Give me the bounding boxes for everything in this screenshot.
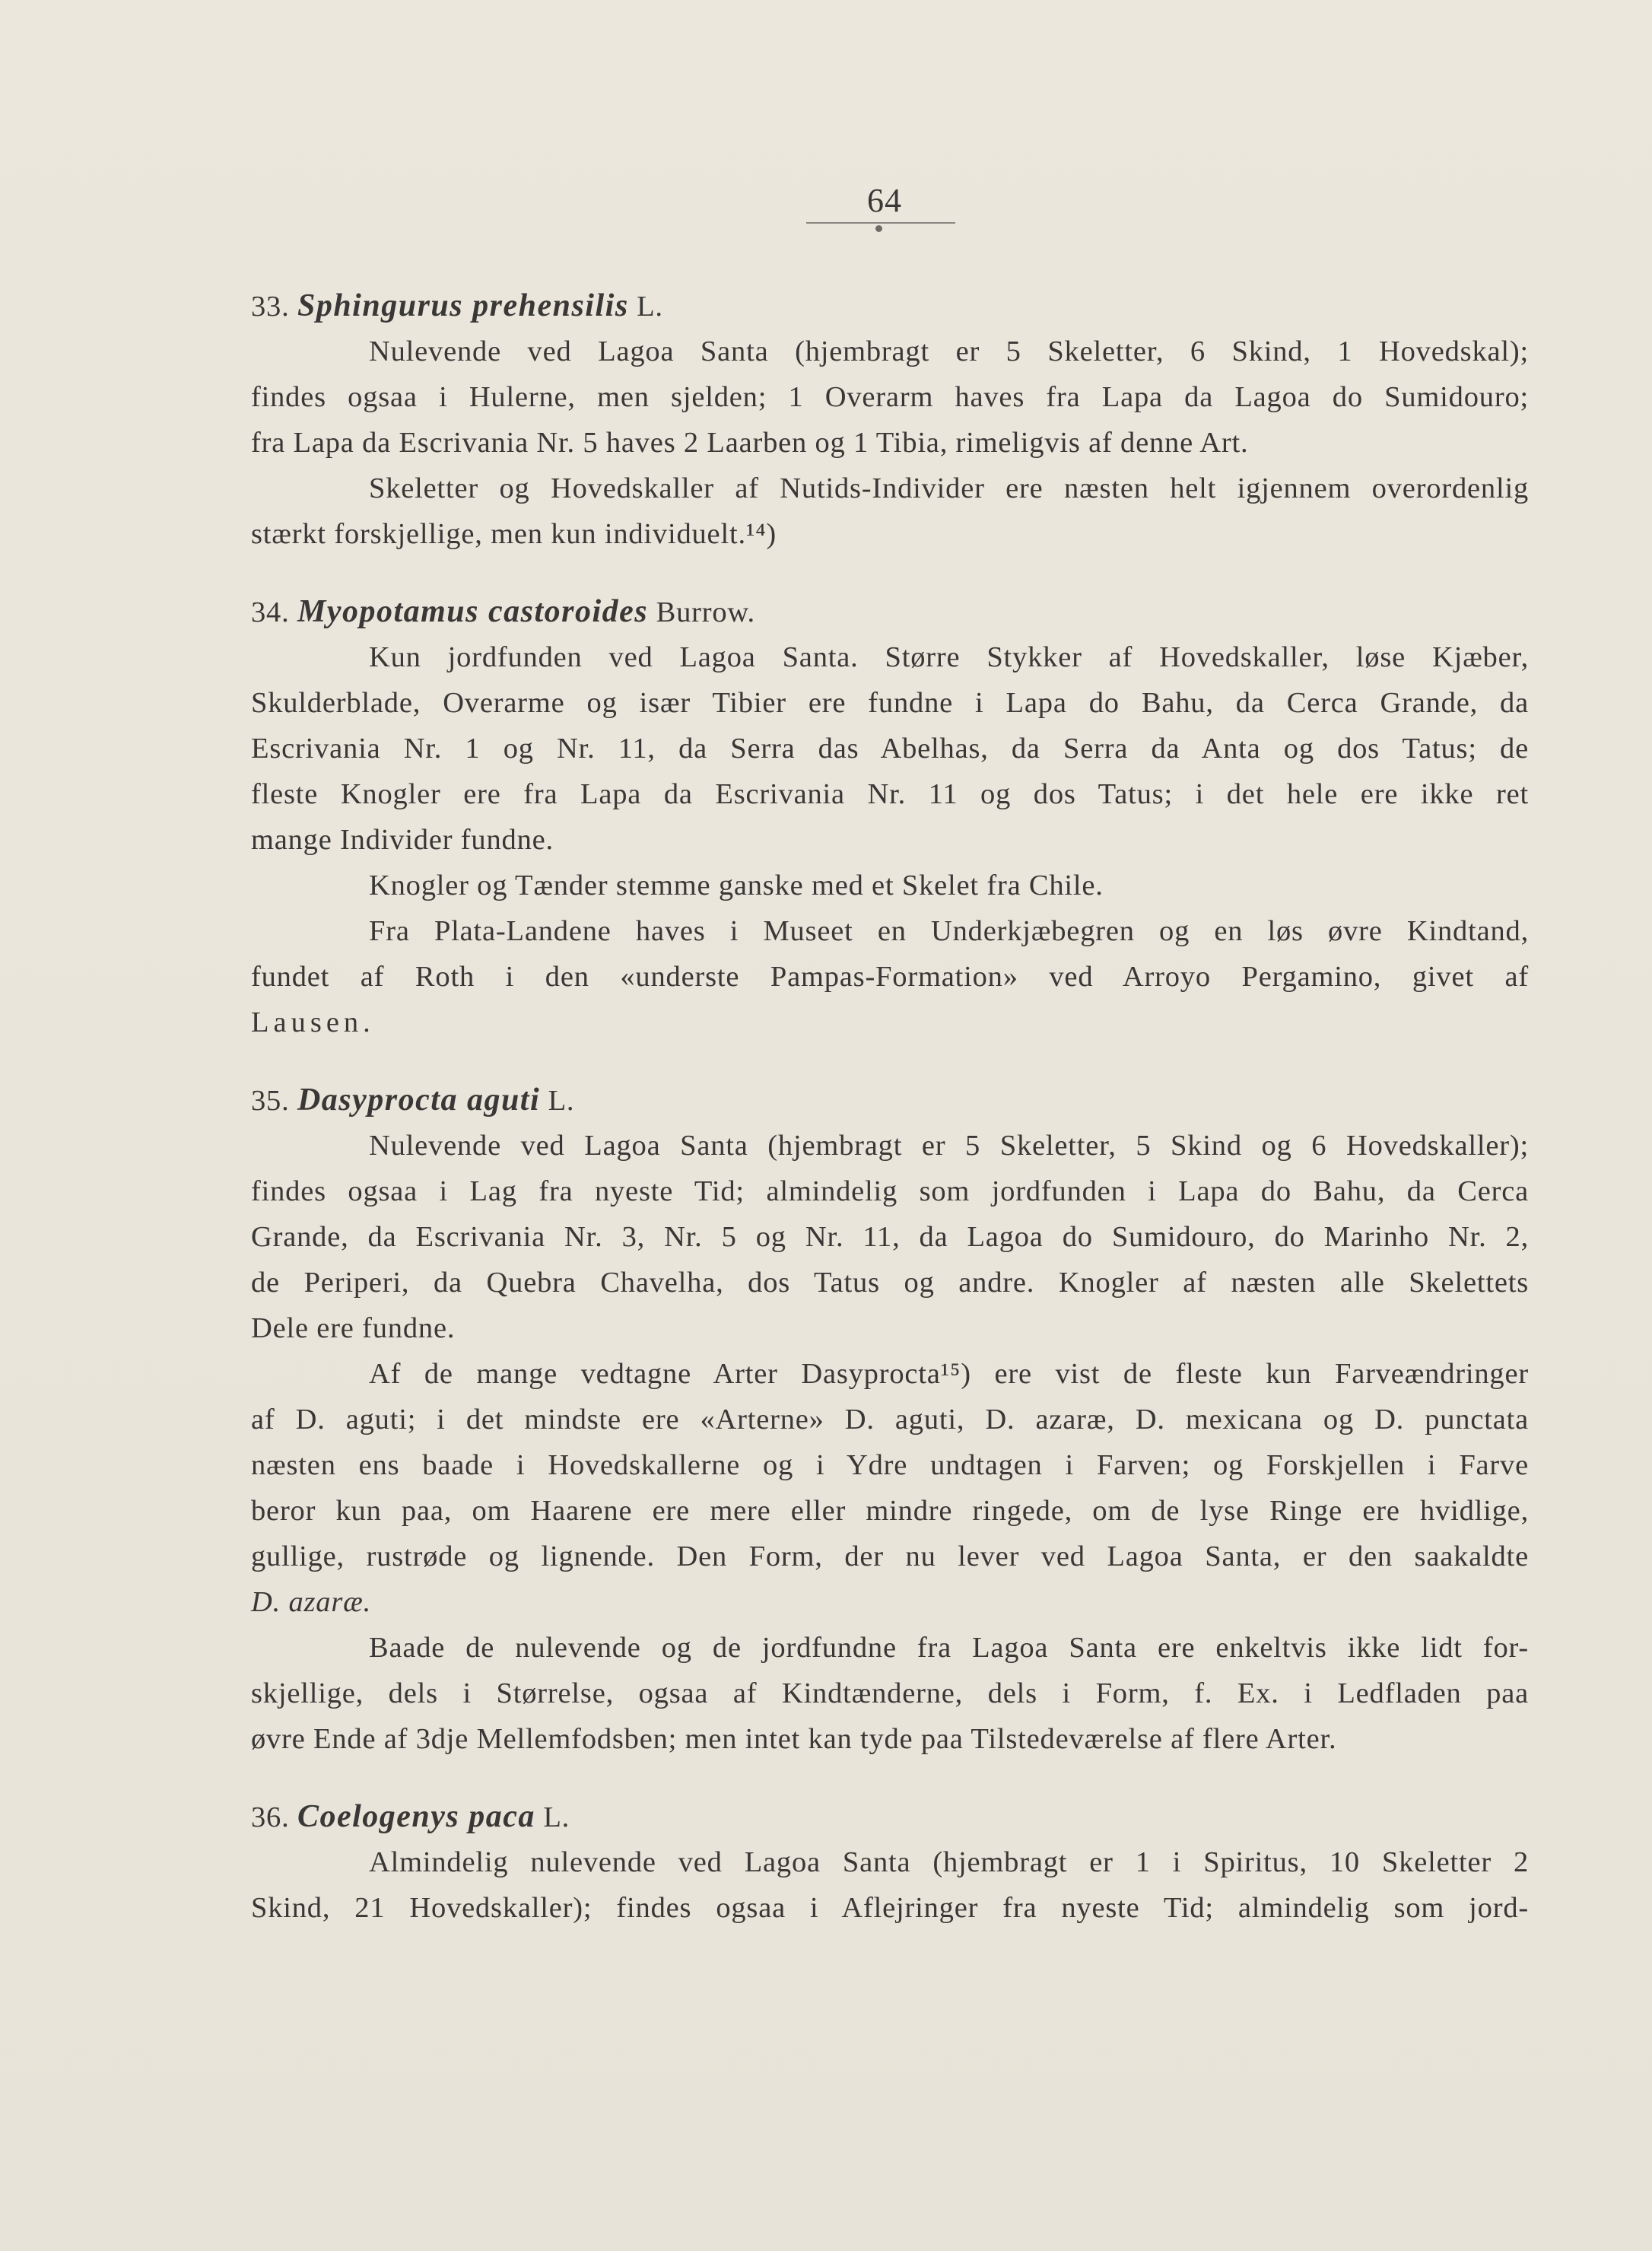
text-line: næsten ens baade i Hovedskallerne og i Ydre undtagen i Farven; og Forskjellen i Farve xyxy=(251,1449,1529,1481)
species-name: Coelogenys paca xyxy=(297,1799,535,1834)
entry-number: 34. xyxy=(251,596,290,628)
entry-heading xyxy=(251,1794,1529,1839)
text-line: mange Individer fundne. xyxy=(251,824,554,856)
text-line: findes ogsaa i Hulerne, men sjelden; 1 Overarm haves fra Lapa da Lagoa do Sumidouro; xyxy=(251,381,1529,413)
text-line: gullige, rustrøde og lignende. Den Form, der nu lever ved Lagoa Santa, er den saakaldte xyxy=(251,1540,1529,1572)
entry-number: 36. xyxy=(251,1801,290,1833)
text-line: fra Lapa da Escrivania Nr. 5 haves 2 Laarben og 1 Tibia, rimeligvis af denne Art. xyxy=(251,427,1249,459)
text-line: Fra Plata-Landene haves i Museet en Underkjæbegren og en løs øvre Kindtand, xyxy=(369,915,1529,947)
text-line: D. azaræ. xyxy=(251,1586,372,1618)
page-number-rule xyxy=(806,222,955,224)
text-line: Nulevende ved Lagoa Santa (hjembragt er 5 Skeletter, 5 Skind og 6 Hovedskaller); xyxy=(369,1130,1529,1162)
text-line: Skind, 21 Hovedskaller); findes ogsaa i Aflejringer fra nyeste Tid; almindelig som jord- xyxy=(251,1892,1529,1924)
text-line: Skeletter og Hovedskaller af Nutids-Individer ere næsten helt igjennem overordenlig xyxy=(369,472,1529,504)
text-line: Kun jordfunden ved Lagoa Santa. Større Stykker af Hovedskaller, løse Kjæber, xyxy=(369,641,1529,673)
text-line: Almindelig nulevende ved Lagoa Santa (hjembragt er 1 i Spiritus, 10 Skeletter 2 xyxy=(369,1846,1529,1878)
text-line: Dele ere fundne. xyxy=(251,1312,456,1344)
species-entry-36 xyxy=(251,1794,1529,1931)
species-name: Myopotamus castoroides xyxy=(297,594,649,629)
species-author: L. xyxy=(637,291,663,323)
entry-number: 33. xyxy=(251,291,290,323)
species-name: Dasyprocta aguti xyxy=(297,1083,541,1118)
text-line: stærkt forskjellige, men kun individuelt.¹⁴) xyxy=(251,518,777,550)
text-line: Lausen. xyxy=(251,1006,375,1038)
text-line: Nulevende ved Lagoa Santa (hjembragt er 5 Skeletter, 6 Skind, 1 Hovedskal); xyxy=(369,335,1529,367)
species-entry-35 xyxy=(251,1077,1529,1762)
text-line: øvre Ende af 3dje Mellemfodsben; men intet kan tyde paa Tilstedeværelse af flere Arter. xyxy=(251,1723,1337,1755)
text-line: skjellige, dels i Størrelse, ogsaa af Kindtænderne, dels i Form, f. Ex. i Ledfladen paa xyxy=(251,1677,1529,1709)
species-entry-34 xyxy=(251,589,1529,1045)
entry-heading xyxy=(251,1077,1529,1123)
species-author: L. xyxy=(548,1085,575,1117)
page-number: 64 xyxy=(867,182,902,219)
text-line: de Periperi, da Quebra Chavelha, dos Tatus og andre. Knogler af næsten alle Skelettets xyxy=(251,1267,1529,1299)
text-line: beror kun paa, om Haarene ere mere eller mindre ringede, om de lyse Ringe ere hvidlige, xyxy=(251,1495,1529,1527)
text-line: fundet af Roth i den «underste Pampas-Formation» ved Arroyo Pergamino, givet af xyxy=(251,961,1529,993)
text-line: Af de mange vedtagne Arter Dasyprocta¹⁵) ere vist de fleste kun Farveændringer xyxy=(369,1358,1529,1390)
text-line: Escrivania Nr. 1 og Nr. 11, da Serra das Abelhas, da Serra da Anta og dos Tatus; de xyxy=(251,733,1529,765)
print-speck xyxy=(875,225,882,232)
text-line: Baade de nulevende og de jordfundne fra Lagoa Santa ere enkeltvis ikke lidt for- xyxy=(369,1632,1529,1664)
text-line: Grande, da Escrivania Nr. 3, Nr. 5 og Nr. 11, da Lagoa do Sumidouro, do Marinho Nr. 2, xyxy=(251,1221,1529,1253)
text-line: Skulderblade, Overarme og især Tibier ere fundne i Lapa do Bahu, da Cerca Grande, da xyxy=(251,687,1529,719)
species-entry-33 xyxy=(251,283,1529,557)
text-line: af D. aguti; i det mindste ere «Arterne» D. aguti, D. azaræ, D. mexicana og D. punctata xyxy=(251,1404,1529,1435)
text-line: Knogler og Tænder stemme ganske med et Skelet fra Chile. xyxy=(369,870,1104,901)
species-author: L. xyxy=(543,1801,570,1833)
text-line: fleste Knogler ere fra Lapa da Escrivania Nr. 11 og dos Tatus; i det hele ere ikke ret xyxy=(251,778,1529,810)
body-text xyxy=(251,283,1529,1931)
entry-heading xyxy=(251,589,1529,634)
entry-number: 35. xyxy=(251,1085,290,1117)
entry-heading xyxy=(251,283,1529,329)
text-line: findes ogsaa i Lag fra nyeste Tid; almindelig som jordfunden i Lapa do Bahu, da Cerca xyxy=(251,1175,1529,1207)
species-name: Sphingurus prehensilis xyxy=(297,288,629,323)
species-author: Burrow. xyxy=(656,596,755,628)
